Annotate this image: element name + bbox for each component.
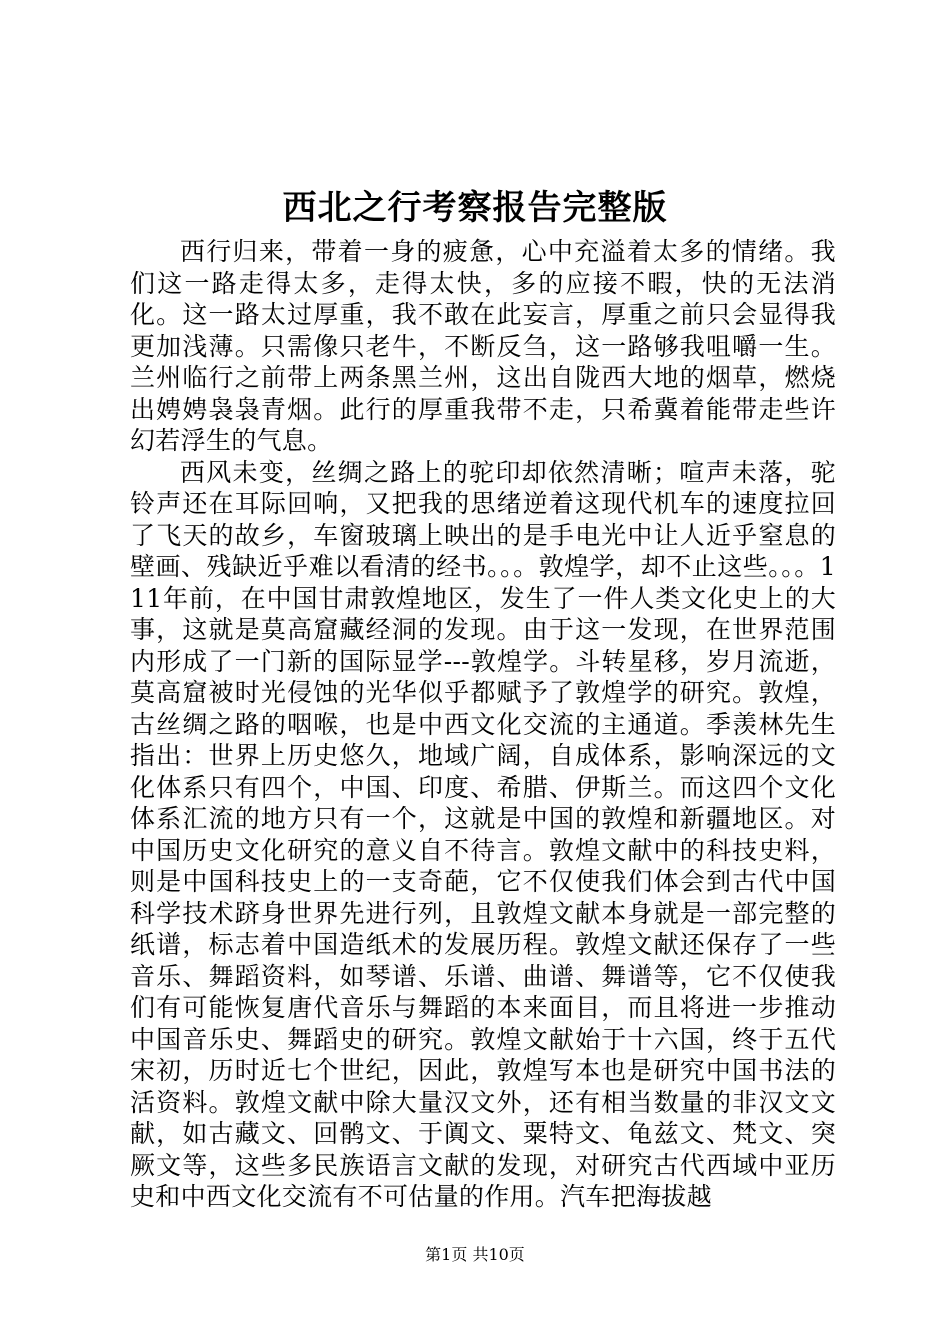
document-body [130,236,836,1213]
paragraph: 西风未变，丝绸之路上的驼印却依然清晰；喧声未落，驼铃声还在耳际回响，又把我的思绪逆着这现代机车的速度拉回了飞天的故乡，车窗玻璃上映出的是手电光中让人近乎窒息的壁画、残缺近乎难以看清的经书。。。敦煌学，却不止这些。。。111年前，在中国甘肃敦煌地区，发生了一件人类文化史上的大事，这就是莫高窟藏经洞的发现。由于这一发现，在世界范围内形成了一门新的国际显学---敦煌学。斗转星移，岁月流逝，莫高窟被时光侵蚀的光华似乎都赋予了敦煌学的研究。敦煌，古丝绸之路的咽喉，也是中西文化交流的主通道。季羡林先生指出：世界上历史悠久，地域广阔，自成体系，影响深远的文化体系只有四个，中国、印度、希腊、伊斯兰。而这四个文化体系汇流的地方只有一个，这就是中国的敦煌和新疆地区。对中国历史文化研究的意义自不待言。敦煌文献中的科技史料，则是中国科技史上的一支奇葩，它不仅使我们体会到古代中国科学技术跻身世界先进行列，且敦煌文献本身就是一部完整的纸谱，标志着中国造纸术的发展历程。敦煌文献还保存了一些音乐、舞蹈资料，如琴谱、乐谱、曲谱、舞谱等，它不仅使我们有可能恢复唐代音乐与舞蹈的本来面目，而且将进一步推动中国音乐史、舞蹈史的研究。敦煌文献始于十六国，终于五代宋初，历时近七个世纪，因此，敦煌写本也是研究中国书法的活资料。敦煌文献中除大量汉文外，还有相当数量的非汉文文献，如古藏文、回鹘文、于阗文、粟特文、龟兹文、梵文、突厥文等，这些多民族语言文献的发现，对研究古代西域中亚历史和中西文化交流有不可估量的作用。汽车把海拔越 [130,457,836,1211]
page-footer: 第1页 共10页 [425,1245,525,1264]
paragraph: 西行归来，带着一身的疲惫，心中充溢着太多的情绪。我们这一路走得太多，走得太快，多的应接不暇，快的无法消化。这一路太过厚重，我不敢在此妄言，厚重之前只会显得我更加浅薄。只需像只老牛，不断反刍，这一路够我咀嚼一生。兰州临行之前带上两条黑兰州，这出自陇西大地的烟草，燃烧出娉娉袅袅青烟。此行的厚重我带不走，只希冀着能带走些许幻若浮生的气息。 [130,237,836,455]
document-title: 西北之行考察报告完整版 [282,188,668,228]
